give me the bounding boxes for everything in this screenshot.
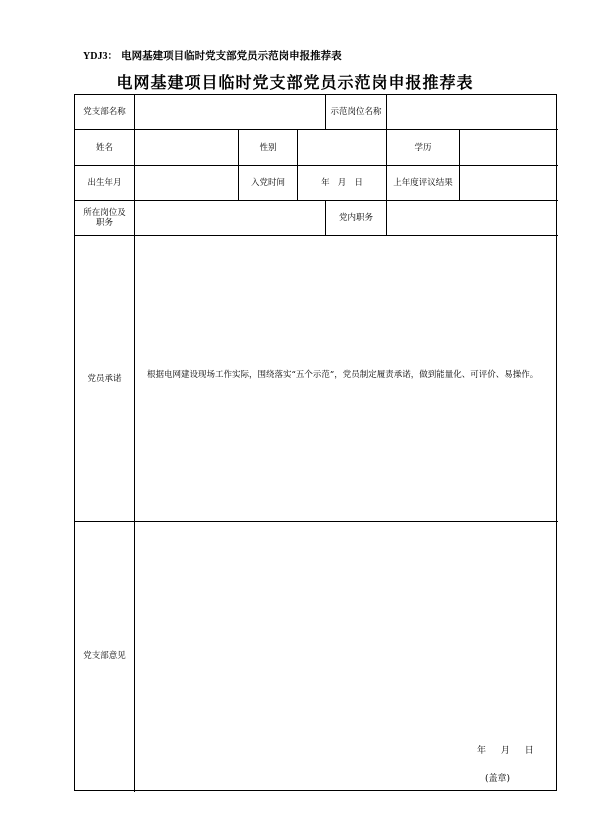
document-code-id: YDJ3： xyxy=(83,51,118,62)
page-title: 电网基建项目临时党支部党员示范岗申报推荐表 xyxy=(116,73,474,92)
position-field[interactable] xyxy=(135,201,325,235)
pledge-label: 党员承诺 xyxy=(87,373,122,384)
last-review-field[interactable] xyxy=(460,166,558,200)
position-label: 所在岗位及 职务 xyxy=(83,208,126,228)
application-form xyxy=(74,94,557,791)
branch-opinion-label: 党支部意见 xyxy=(83,651,126,661)
sign-date: 年 月 日 xyxy=(477,746,540,756)
education-field[interactable] xyxy=(460,130,558,165)
party-duty-field[interactable] xyxy=(387,201,558,235)
join-party-date-field[interactable]: 年 月 日 xyxy=(321,178,363,188)
education-label: 学历 xyxy=(414,142,432,153)
birth-label: 出生年月 xyxy=(87,178,122,188)
birth-field[interactable] xyxy=(135,166,238,200)
last-review-label: 上年度评议结果 xyxy=(393,178,453,188)
branch-name-label: 党支部名称 xyxy=(83,107,126,117)
seal-label: (盖章) xyxy=(485,774,511,784)
document-code xyxy=(83,47,342,63)
post-name-field[interactable] xyxy=(387,95,558,129)
post-name-label: 示范岗位名称 xyxy=(330,107,382,117)
pledge-text[interactable]: 根据电网建设现场工作实际，围绕落实“五个示范”，党员制定履责承诺，做到能量化、可评价、易操作。 xyxy=(147,370,539,380)
name-field[interactable] xyxy=(135,130,238,165)
party-duty-label: 党内职务 xyxy=(338,213,373,223)
document-code-title: 电网基建项目临时党支部党员示范岗申报推荐表 xyxy=(121,50,342,62)
gender-label: 性别 xyxy=(259,142,277,153)
name-label: 姓名 xyxy=(95,142,113,153)
gender-field[interactable] xyxy=(298,130,386,165)
branch-name-field[interactable] xyxy=(135,95,325,129)
join-party-label: 入党时间 xyxy=(250,178,285,188)
